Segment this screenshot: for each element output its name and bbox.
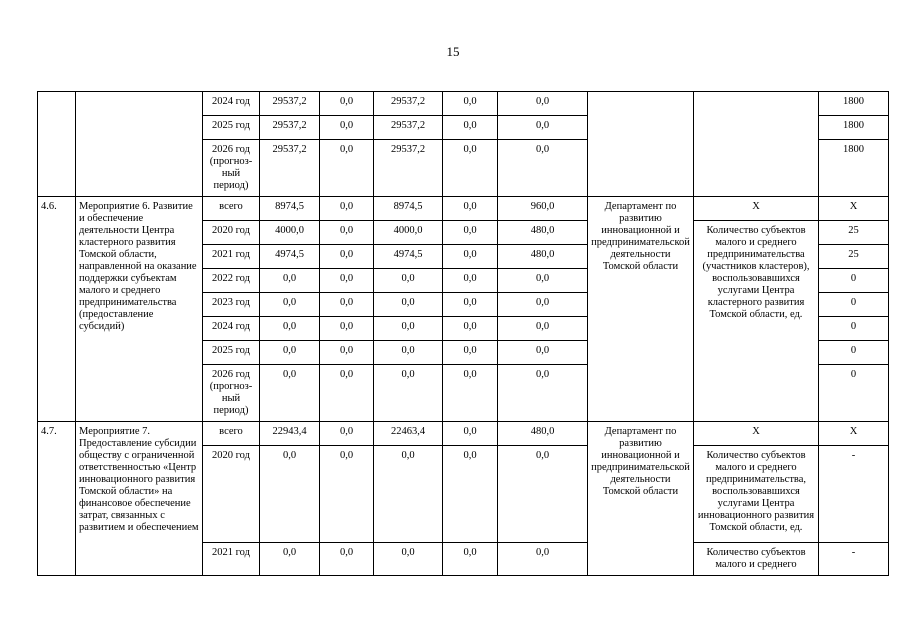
indicator-cell: Количество субъектов малого и среднего предпринимательства (участников кластеров), воспользовавшихся услугами Центра кластерного развития Томской области, ед.: [694, 221, 819, 422]
target-cell: 25: [819, 245, 889, 269]
value-cell: 0,0: [260, 293, 320, 317]
year-cell: 2020 год: [203, 446, 260, 543]
target-cell: 0: [819, 293, 889, 317]
target-cell: 1800: [819, 140, 889, 197]
executor-cell: [588, 92, 694, 197]
value-cell: 8974,5: [374, 197, 443, 221]
value-cell: 29537,2: [374, 140, 443, 197]
value-cell: 29537,2: [260, 140, 320, 197]
table-row: [38, 422, 889, 446]
value-cell: 480,0: [498, 245, 588, 269]
value-cell: 0,0: [443, 422, 498, 446]
value-cell: 0,0: [374, 317, 443, 341]
year-cell: всего: [203, 422, 260, 446]
value-cell: 0,0: [260, 365, 320, 422]
value-cell: 0,0: [498, 116, 588, 140]
value-cell: 0,0: [320, 221, 374, 245]
target-cell: 0: [819, 269, 889, 293]
value-cell: 480,0: [498, 221, 588, 245]
target-cell: 1800: [819, 92, 889, 116]
target-cell: 25: [819, 221, 889, 245]
value-cell: 0,0: [374, 365, 443, 422]
financing-table: [37, 91, 889, 576]
year-cell: 2024 год: [203, 92, 260, 116]
value-cell: 0,0: [443, 543, 498, 576]
value-cell: 0,0: [374, 446, 443, 543]
value-cell: 480,0: [498, 422, 588, 446]
table-row: [38, 197, 889, 221]
target-header-cell: Х: [819, 422, 889, 446]
target-cell: 1800: [819, 116, 889, 140]
value-cell: 0,0: [498, 317, 588, 341]
value-cell: 0,0: [320, 365, 374, 422]
value-cell: 0,0: [260, 446, 320, 543]
indicator-cell: [694, 92, 819, 197]
measure-name-cell: Мероприятие 6. Развитие и обеспечение деятельности Центра кластерного развития Томской области, направленной на оказание поддержки субъектам малого и среднего предпринимательства (предоставление субсидий): [76, 197, 203, 422]
value-cell: 0,0: [498, 543, 588, 576]
value-cell: 0,0: [260, 317, 320, 341]
year-cell: всего: [203, 197, 260, 221]
measure-name-cell: Мероприятие 7. Предоставление субсидии обществу с ограниченной ответственностью «Центр инновационного развития Томской области» на финансовое обеспечение затрат, связанных с развитием и обеспечением: [76, 422, 203, 576]
value-cell: 0,0: [320, 116, 374, 140]
value-cell: 0,0: [320, 92, 374, 116]
value-cell: 0,0: [443, 365, 498, 422]
value-cell: 0,0: [443, 245, 498, 269]
value-cell: 0,0: [443, 92, 498, 116]
value-cell: 4974,5: [260, 245, 320, 269]
year-cell: 2025 год: [203, 116, 260, 140]
value-cell: 0,0: [374, 341, 443, 365]
value-cell: 0,0: [498, 293, 588, 317]
code-cell: 4.6.: [38, 197, 76, 422]
year-cell: 2021 год: [203, 245, 260, 269]
value-cell: 0,0: [498, 365, 588, 422]
value-cell: 0,0: [374, 543, 443, 576]
executor-cell: Департамент по развитию инновационной и предпринимательской деятельности Томской области: [588, 422, 694, 576]
target-cell: 0: [819, 365, 889, 422]
code-cell: [38, 92, 76, 197]
value-cell: 22463,4: [374, 422, 443, 446]
value-cell: 0,0: [260, 543, 320, 576]
year-cell: 2024 год: [203, 317, 260, 341]
value-cell: 0,0: [320, 341, 374, 365]
value-cell: 0,0: [320, 269, 374, 293]
value-cell: 0,0: [443, 341, 498, 365]
year-cell: 2022 год: [203, 269, 260, 293]
year-cell: 2023 год: [203, 293, 260, 317]
value-cell: 0,0: [320, 293, 374, 317]
value-cell: 0,0: [498, 269, 588, 293]
value-cell: 0,0: [260, 269, 320, 293]
value-cell: 29537,2: [260, 92, 320, 116]
value-cell: 0,0: [320, 543, 374, 576]
target-cell: -: [819, 543, 889, 576]
value-cell: 0,0: [443, 140, 498, 197]
year-cell: 2026 год (прогноз-ный период): [203, 365, 260, 422]
table-row: [38, 92, 889, 116]
target-header-cell: Х: [819, 197, 889, 221]
value-cell: 0,0: [320, 140, 374, 197]
year-cell: 2025 год: [203, 341, 260, 365]
value-cell: 4974,5: [374, 245, 443, 269]
value-cell: 29537,2: [374, 116, 443, 140]
target-cell: 0: [819, 341, 889, 365]
code-cell: 4.7.: [38, 422, 76, 576]
value-cell: 0,0: [443, 317, 498, 341]
indicator-header-cell: Х: [694, 422, 819, 446]
value-cell: 0,0: [320, 317, 374, 341]
value-cell: 0,0: [498, 92, 588, 116]
year-cell: 2026 год (прогноз-ный период): [203, 140, 260, 197]
value-cell: 0,0: [374, 269, 443, 293]
target-cell: 0: [819, 317, 889, 341]
value-cell: 0,0: [498, 140, 588, 197]
page-number: 15: [446, 44, 460, 59]
value-cell: 0,0: [320, 446, 374, 543]
value-cell: 0,0: [498, 341, 588, 365]
value-cell: 0,0: [443, 116, 498, 140]
value-cell: 0,0: [320, 422, 374, 446]
year-cell: 2021 год: [203, 543, 260, 576]
value-cell: 960,0: [498, 197, 588, 221]
indicator-cell: Количество субъектов малого и среднего предпринимательства, воспользовавшихся услугами Центра инновационного развития Томской области, ед.: [694, 446, 819, 543]
value-cell: 4000,0: [374, 221, 443, 245]
name-cell: [76, 92, 203, 197]
value-cell: 0,0: [498, 446, 588, 543]
target-cell: -: [819, 446, 889, 543]
value-cell: 0,0: [320, 197, 374, 221]
value-cell: 0,0: [443, 446, 498, 543]
value-cell: 8974,5: [260, 197, 320, 221]
executor-cell: Департамент по развитию инновационной и предпринимательской деятельности Томской области: [588, 197, 694, 422]
value-cell: 4000,0: [260, 221, 320, 245]
value-cell: 0,0: [443, 269, 498, 293]
value-cell: 0,0: [260, 341, 320, 365]
value-cell: 0,0: [443, 197, 498, 221]
indicator-header-cell: Х: [694, 197, 819, 221]
indicator-cell: Количество субъектов малого и среднего: [694, 543, 819, 576]
value-cell: 0,0: [443, 221, 498, 245]
value-cell: 0,0: [320, 245, 374, 269]
value-cell: 0,0: [443, 293, 498, 317]
value-cell: 0,0: [374, 293, 443, 317]
value-cell: 29537,2: [260, 116, 320, 140]
value-cell: 22943,4: [260, 422, 320, 446]
year-cell: 2020 год: [203, 221, 260, 245]
value-cell: 29537,2: [374, 92, 443, 116]
